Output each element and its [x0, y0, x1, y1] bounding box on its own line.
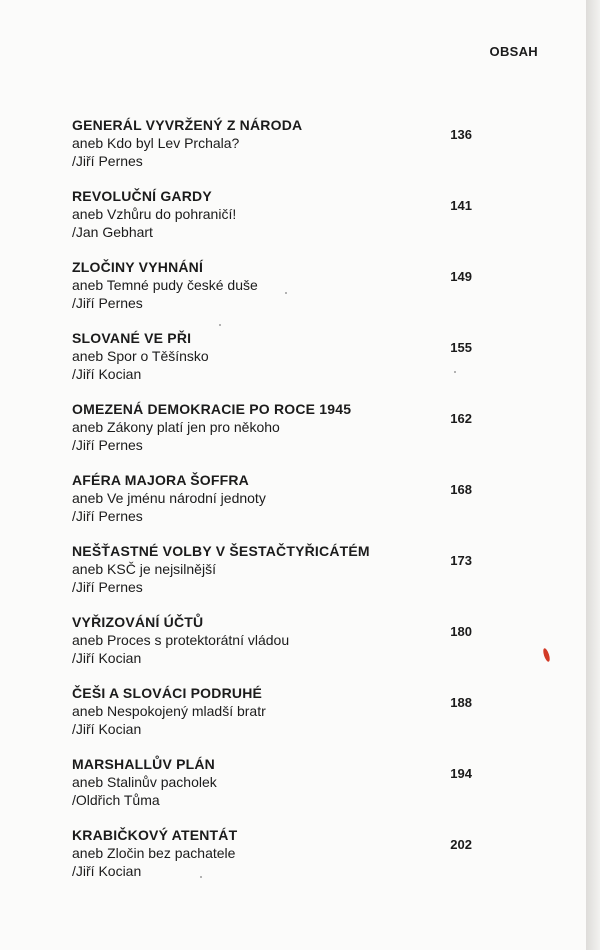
page-number: 202	[450, 837, 472, 852]
page-number: 149	[450, 269, 472, 284]
chapter-subtitle: aneb Temné pudy české duše	[72, 277, 258, 293]
paper-speck	[219, 324, 221, 326]
toc-entry	[72, 684, 472, 738]
chapter-title: OMEZENÁ DEMOKRACIE PO ROCE 1945	[72, 401, 352, 417]
chapter-subtitle: aneb Proces s protektorátní vládou	[72, 632, 290, 648]
chapter-title: MARSHALLŮV PLÁN	[72, 756, 215, 772]
page-number: 162	[450, 411, 472, 426]
chapter-subtitle: aneb Stalinův pacholek	[72, 774, 217, 790]
chapter-title: REVOLUČNÍ GARDY	[72, 188, 212, 204]
toc-entry	[72, 400, 472, 454]
chapter-author: /Jiří Pernes	[72, 579, 143, 595]
chapter-author: /Jiří Kocian	[72, 863, 142, 879]
toc-entry	[72, 613, 472, 667]
chapter-subtitle: aneb Zákony platí jen pro někoho	[72, 419, 280, 435]
paper-speck	[285, 292, 287, 294]
chapter-title: GENERÁL VYVRŽENÝ Z NÁRODA	[72, 117, 303, 133]
chapter-title: ZLOČINY VYHNÁNÍ	[72, 259, 204, 275]
chapter-author: /Jiří Kocian	[72, 721, 142, 737]
chapter-title: NEŠŤASTNÉ VOLBY V ŠESTAČTYŘICÁTÉM	[72, 543, 370, 559]
toc-entry	[72, 187, 472, 241]
paper-speck	[200, 876, 202, 878]
page-number: 168	[450, 482, 472, 497]
page-number: 136	[450, 127, 472, 142]
chapter-subtitle: aneb Spor o Těšínsko	[72, 348, 209, 364]
chapter-title: KRABIČKOVÝ ATENTÁT	[72, 827, 238, 843]
chapter-author: /Jiří Kocian	[72, 650, 142, 666]
chapter-title: VYŘIZOVÁNÍ ÚČTŮ	[72, 614, 204, 630]
chapter-subtitle: aneb Ve jménu národní jednoty	[72, 490, 266, 506]
chapter-author: /Jiří Pernes	[72, 153, 143, 169]
page-edge	[586, 0, 600, 950]
paper-speck	[454, 371, 456, 373]
page-number: 180	[450, 624, 472, 639]
page-number: 141	[450, 198, 472, 213]
page-number: 194	[450, 766, 472, 781]
chapter-subtitle: aneb KSČ je nejsilnější	[72, 561, 216, 577]
chapter-subtitle: aneb Vzhůru do pohraničí!	[72, 206, 237, 222]
chapter-author: /Jiří Kocian	[72, 366, 142, 382]
toc-entry	[72, 116, 472, 170]
page-number: 155	[450, 340, 472, 355]
chapter-title: AFÉRA MAJORA ŠOFFRA	[72, 472, 249, 488]
toc-entry	[72, 329, 472, 383]
page-number: 173	[450, 553, 472, 568]
chapter-author: /Jiří Pernes	[72, 437, 143, 453]
chapter-title: ČEŠI A SLOVÁCI PODRUHÉ	[72, 685, 263, 701]
toc-entry	[72, 258, 472, 312]
page-number: 188	[450, 695, 472, 710]
chapter-subtitle: aneb Kdo byl Lev Prchala?	[72, 135, 240, 151]
chapter-author: /Jiří Pernes	[72, 508, 143, 524]
chapter-author: /Jiří Pernes	[72, 295, 143, 311]
chapter-subtitle: aneb Nespokojený mladší bratr	[72, 703, 266, 719]
chapter-author: /Oldřich Tůma	[72, 792, 160, 808]
chapter-subtitle: aneb Zločin bez pachatele	[72, 845, 236, 861]
toc-entry	[72, 826, 472, 880]
toc-entry	[72, 471, 472, 525]
contents-heading: OBSAH	[489, 44, 538, 59]
toc-entry	[72, 542, 472, 596]
chapter-author: /Jan Gebhart	[72, 224, 153, 240]
red-stain	[542, 648, 551, 663]
chapter-title: SLOVANÉ VE PŘI	[72, 330, 192, 346]
toc-entry	[72, 755, 472, 809]
